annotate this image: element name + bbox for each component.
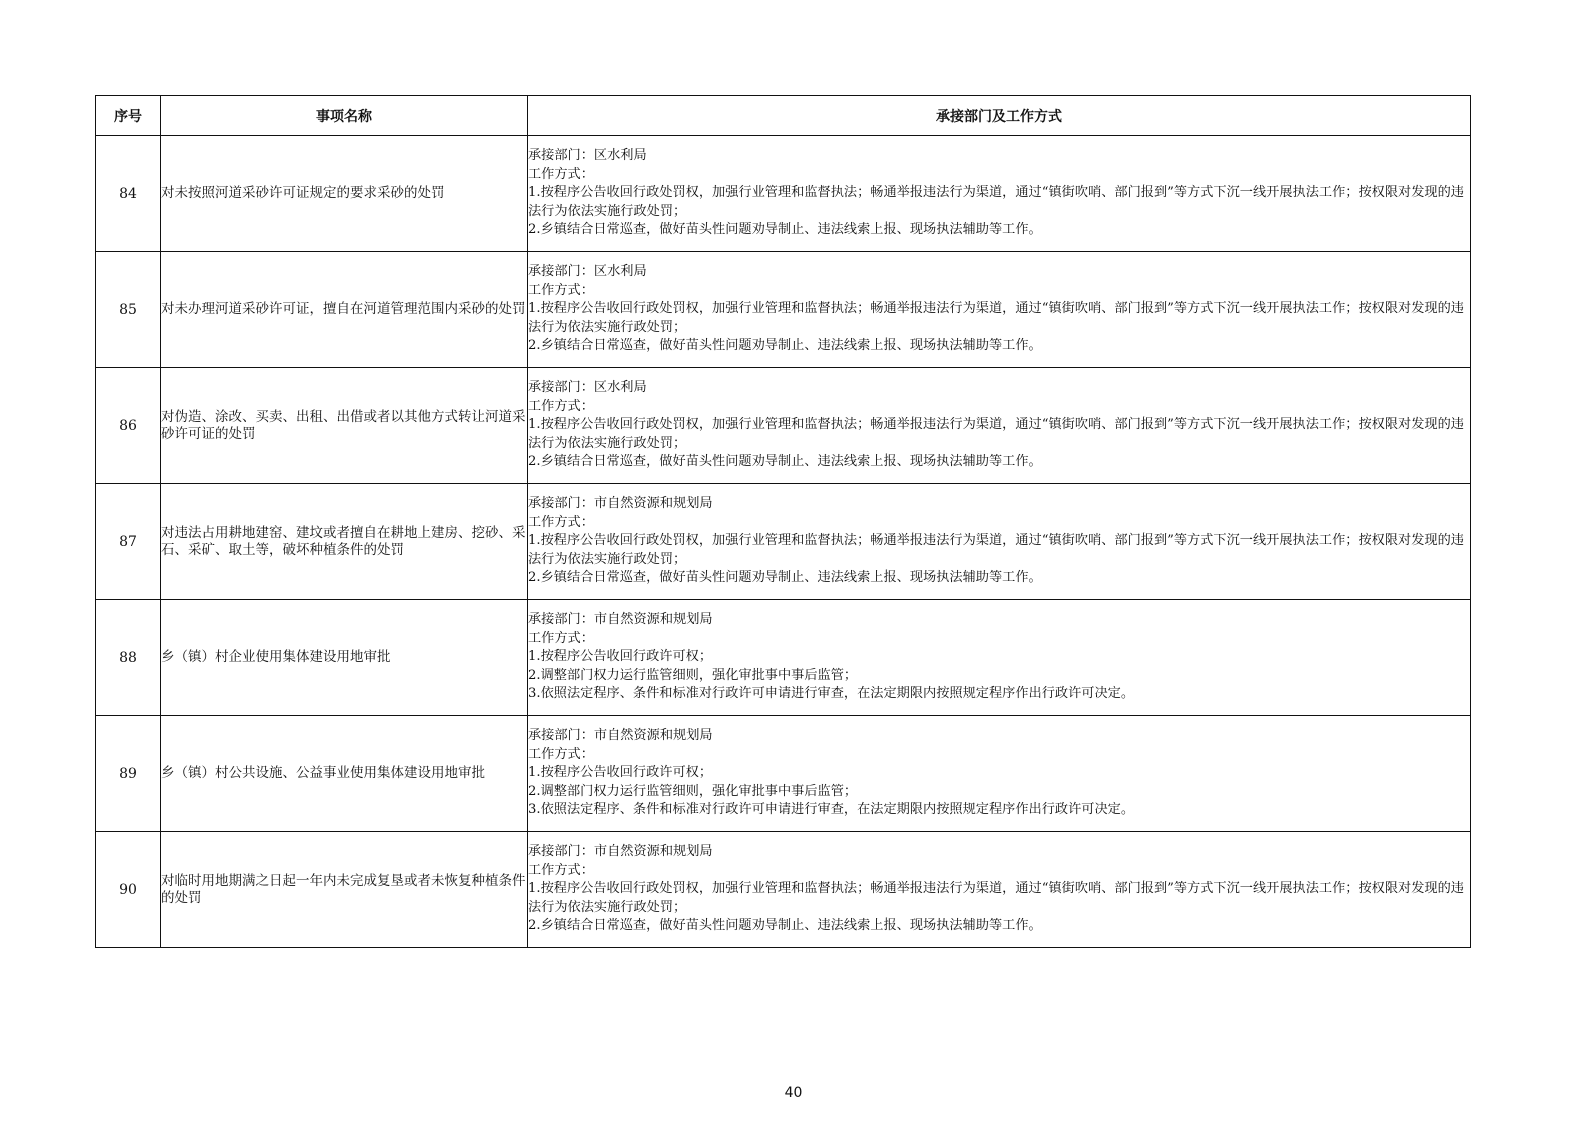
dept-method-line: 承接部门：市自然资源和规划局 xyxy=(528,612,713,628)
dept-method-line: 2.乡镇结合日常巡查，做好苗头性问题劝导制止、违法线索上报、现场执法辅助等工作。 xyxy=(528,222,1042,238)
row-seq: 90 xyxy=(96,832,161,948)
row-matter-name: 对临时用地期满之日起一年内未完成复垦或者未恢复种植条件的处罚 xyxy=(161,832,528,948)
dept-method-line: 3.依照法定程序、条件和标准对行政许可申请进行审查，在法定期限内按照规定程序作出行政许可决定。 xyxy=(528,686,1135,702)
header-dept: 承接部门及工作方式 xyxy=(528,96,1471,136)
dept-method-line: 2.乡镇结合日常巡查，做好苗头性问题劝导制止、违法线索上报、现场执法辅助等工作。 xyxy=(528,338,1042,354)
dept-method-line: 3.依照法定程序、条件和标准对行政许可申请进行审查，在法定期限内按照规定程序作出行政许可决定。 xyxy=(528,802,1135,818)
row-dept-method xyxy=(528,832,1471,948)
table-row xyxy=(96,136,1471,252)
dept-method-line: 2.乡镇结合日常巡查，做好苗头性问题劝导制止、违法线索上报、现场执法辅助等工作。 xyxy=(528,918,1042,934)
table-row xyxy=(96,484,1471,600)
dept-method-line: 1.按程序公告收回行政许可权； xyxy=(528,765,713,781)
row-matter-name: 乡（镇）村公共设施、公益事业使用集体建设用地审批 xyxy=(161,716,528,832)
row-matter-name: 对违法占用耕地建窑、建坟或者擅自在耕地上建房、挖砂、采石、采矿、取土等，破坏种植条件的处罚 xyxy=(161,484,528,600)
dept-method-line: 工作方式： xyxy=(528,862,594,878)
dept-method-line: 承接部门：市自然资源和规划局 xyxy=(528,728,713,744)
row-seq: 88 xyxy=(96,600,161,716)
dept-method-line: 工作方式： xyxy=(528,166,594,182)
dept-method-line: 1.按程序公告收回行政处罚权，加强行业管理和监督执法；畅通举报违法行为渠道，通过“镇街吹哨、部门报到”等方式下沉一线开展执法工作；按权限对发现的违法行为依法实施行政处罚； xyxy=(528,417,1464,451)
row-seq: 84 xyxy=(96,136,161,252)
dept-method-line: 承接部门：区水利局 xyxy=(528,264,647,280)
dept-method-line: 1.按程序公告收回行政处罚权，加强行业管理和监督执法；畅通举报违法行为渠道，通过“镇街吹哨、部门报到”等方式下沉一线开展执法工作；按权限对发现的违法行为依法实施行政处罚； xyxy=(528,533,1464,567)
dept-method-line: 工作方式： xyxy=(528,514,594,530)
dept-method-line: 1.按程序公告收回行政处罚权，加强行业管理和监督执法；畅通举报违法行为渠道，通过“镇街吹哨、部门报到”等方式下沉一线开展执法工作；按权限对发现的违法行为依法实施行政处罚； xyxy=(528,185,1464,219)
dept-method-line: 承接部门：区水利局 xyxy=(528,380,647,396)
row-dept-method xyxy=(528,600,1471,716)
dept-method-line: 工作方式： xyxy=(528,398,594,414)
row-matter-name: 对伪造、涂改、买卖、出租、出借或者以其他方式转让河道采砂许可证的处罚 xyxy=(161,368,528,484)
table-header-row xyxy=(96,96,1471,136)
row-dept-method xyxy=(528,136,1471,252)
row-dept-method xyxy=(528,252,1471,368)
row-seq: 87 xyxy=(96,484,161,600)
page-number: 40 xyxy=(784,1085,803,1101)
dept-method-line: 承接部门：区水利局 xyxy=(528,148,647,164)
table-row xyxy=(96,716,1471,832)
dept-method-line: 2.乡镇结合日常巡查，做好苗头性问题劝导制止、违法线索上报、现场执法辅助等工作。 xyxy=(528,454,1042,470)
matters-table xyxy=(95,95,1471,948)
row-seq: 85 xyxy=(96,252,161,368)
dept-method-line: 工作方式： xyxy=(528,746,594,762)
dept-method-line: 工作方式： xyxy=(528,630,594,646)
row-dept-method xyxy=(528,368,1471,484)
dept-method-line: 2.调整部门权力运行监管细则，强化审批事中事后监管； xyxy=(528,783,858,799)
dept-method-line: 1.按程序公告收回行政处罚权，加强行业管理和监督执法；畅通举报违法行为渠道，通过“镇街吹哨、部门报到”等方式下沉一线开展执法工作；按权限对发现的违法行为依法实施行政处罚； xyxy=(528,881,1464,915)
dept-method-line: 1.按程序公告收回行政处罚权，加强行业管理和监督执法；畅通举报违法行为渠道，通过“镇街吹哨、部门报到”等方式下沉一线开展执法工作；按权限对发现的违法行为依法实施行政处罚； xyxy=(528,301,1464,335)
row-dept-method xyxy=(528,484,1471,600)
header-name: 事项名称 xyxy=(161,96,528,136)
header-seq: 序号 xyxy=(96,96,161,136)
table-row xyxy=(96,832,1471,948)
table-row xyxy=(96,368,1471,484)
dept-method-line: 2.乡镇结合日常巡查，做好苗头性问题劝导制止、违法线索上报、现场执法辅助等工作。 xyxy=(528,570,1042,586)
dept-method-line: 承接部门：市自然资源和规划局 xyxy=(528,844,713,860)
row-seq: 89 xyxy=(96,716,161,832)
row-matter-name: 对未办理河道采砂许可证，擅自在河道管理范围内采砂的处罚 xyxy=(161,252,528,368)
row-dept-method xyxy=(528,716,1471,832)
row-matter-name: 乡（镇）村企业使用集体建设用地审批 xyxy=(161,600,528,716)
dept-method-line: 承接部门：市自然资源和规划局 xyxy=(528,496,713,512)
dept-method-line: 1.按程序公告收回行政许可权； xyxy=(528,649,713,665)
table-row xyxy=(96,252,1471,368)
row-seq: 86 xyxy=(96,368,161,484)
row-matter-name: 对未按照河道采砂许可证规定的要求采砂的处罚 xyxy=(161,136,528,252)
dept-method-line: 工作方式： xyxy=(528,282,594,298)
dept-method-line: 2.调整部门权力运行监管细则，强化审批事中事后监管； xyxy=(528,667,858,683)
table-row xyxy=(96,600,1471,716)
